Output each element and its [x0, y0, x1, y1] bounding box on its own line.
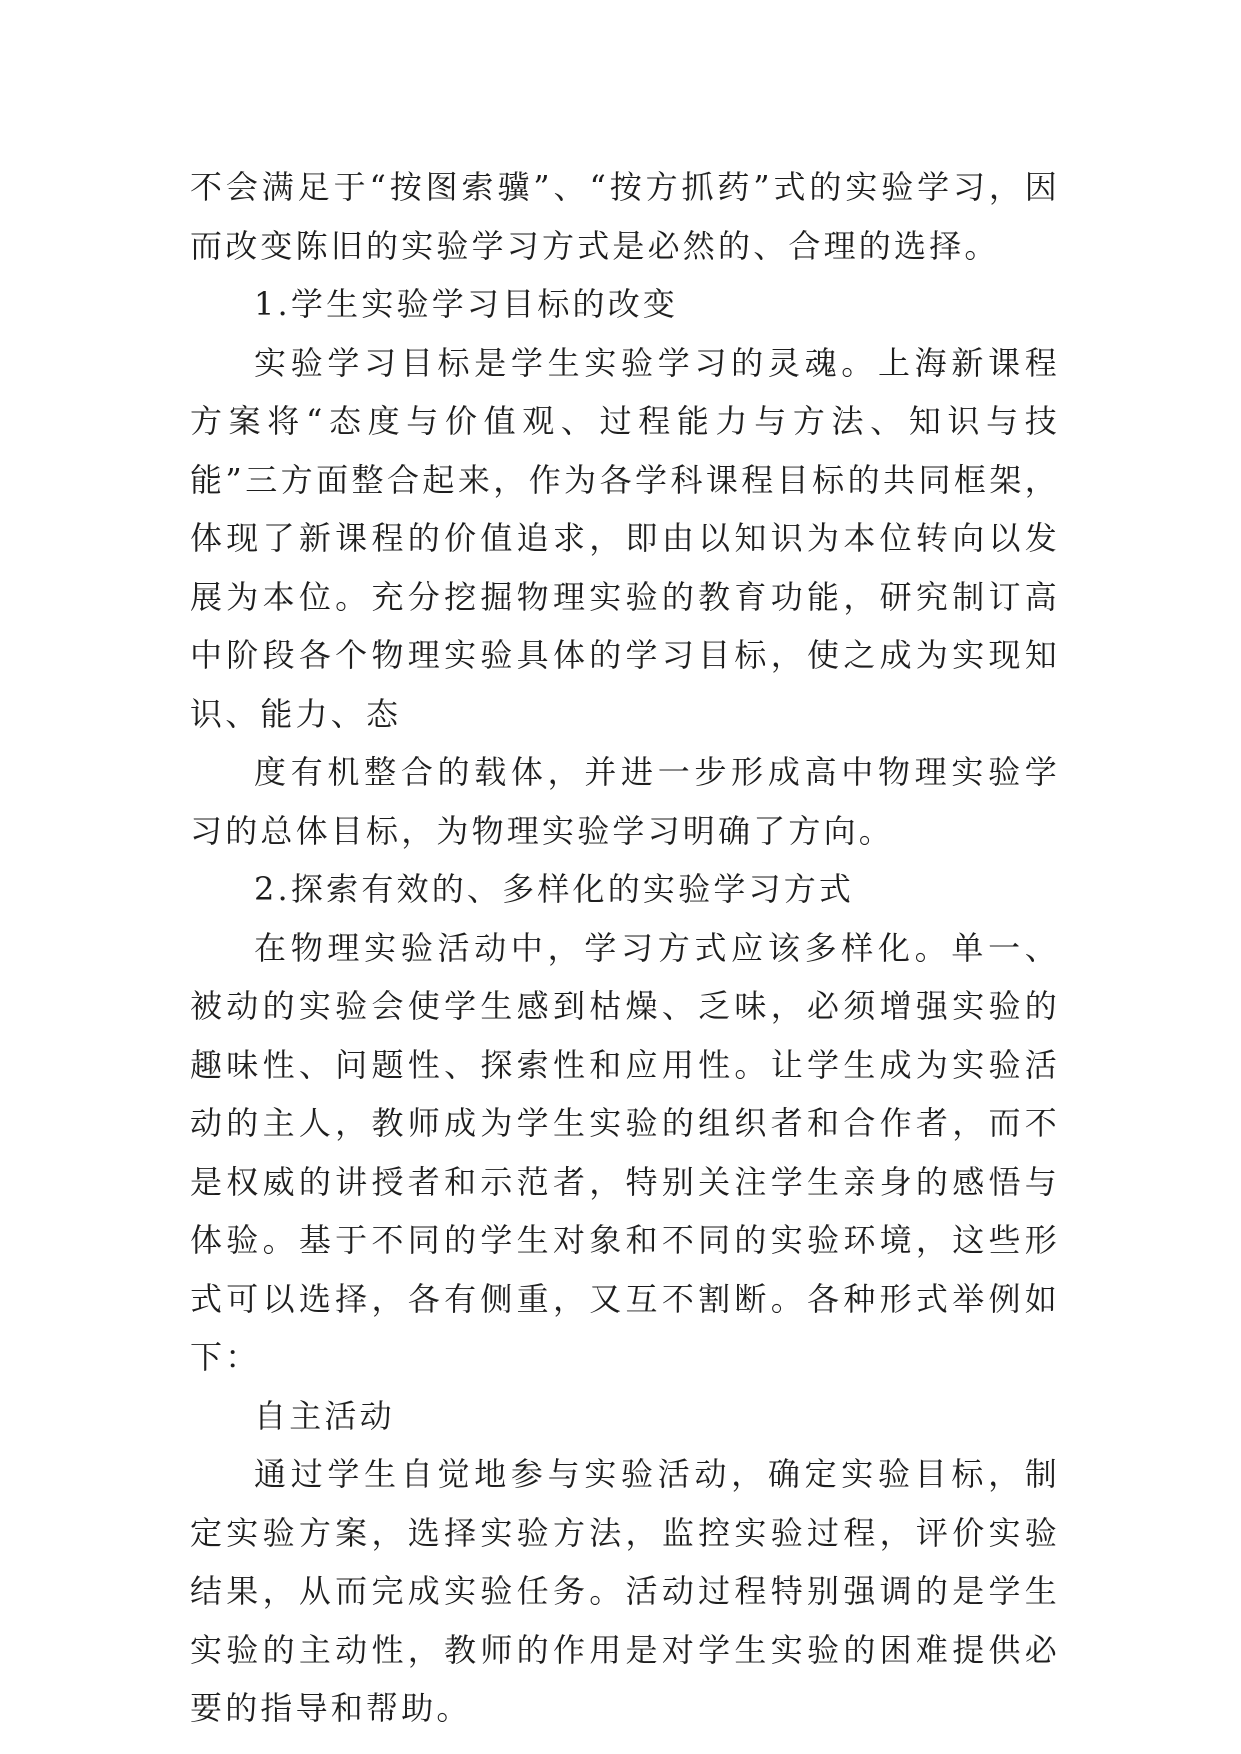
paragraph-continuation: 不会满足于“按图索骥”、“按方抓药”式的实验学习，因而改变陈旧的实验学习方式是必然的、合理的选择。 — [190, 168, 1060, 265]
subheading-autonomous-activity: 自主活动 — [254, 1396, 395, 1435]
paragraph-learning-goals-continued: 度有机整合的载体，并进一步形成高中物理实验学习的总体目标，为物理实验学习明确了方向。 — [190, 753, 1060, 850]
section-heading-2: 2.探索有效的、多样化的实验学习方式 — [254, 870, 855, 908]
section-heading-1: 1.学生实验学习目标的改变 — [254, 285, 679, 323]
document-body — [190, 158, 1060, 1738]
paragraph-autonomous-activity: 通过学生自觉地参与实验活动，确定实验目标，制定实验方案，选择实验方法，监控实验过程，评价实验结果，从而完成实验任务。活动过程特别强调的是学生实验的主动性，教师的作用是对学生实验的困难提供必要的指导和帮助。 — [190, 1455, 1060, 1727]
paragraph-learning-goals: 实验学习目标是学生实验学习的灵魂。上海新课程方案将“态度与价值观、过程能力与方法、知识与技能”三方面整合起来，作为各学科课程目标的共同框架，体现了新课程的价值追求，即由以知识为本位转向以发展为本位。充分挖掘物理实验的教育功能，研究制订高中阶段各个物理实验具体的学习目标，使之成为实现知识、能力、态 — [190, 343, 1060, 733]
paragraph-learning-methods: 在物理实验活动中，学习方式应该多样化。单一、被动的实验会使学生感到枯燥、乏味，必须增强实验的趣味性、问题性、探索性和应用性。让学生成为实验活动的主人，教师成为学生实验的组织者和合作者，而不是权威的讲授者和示范者，特别关注学生亲身的感悟与体验。基于不同的学生对象和不同的实验环境，这些形式可以选择，各有侧重，又互不割断。各种形式举例如下： — [190, 928, 1060, 1376]
